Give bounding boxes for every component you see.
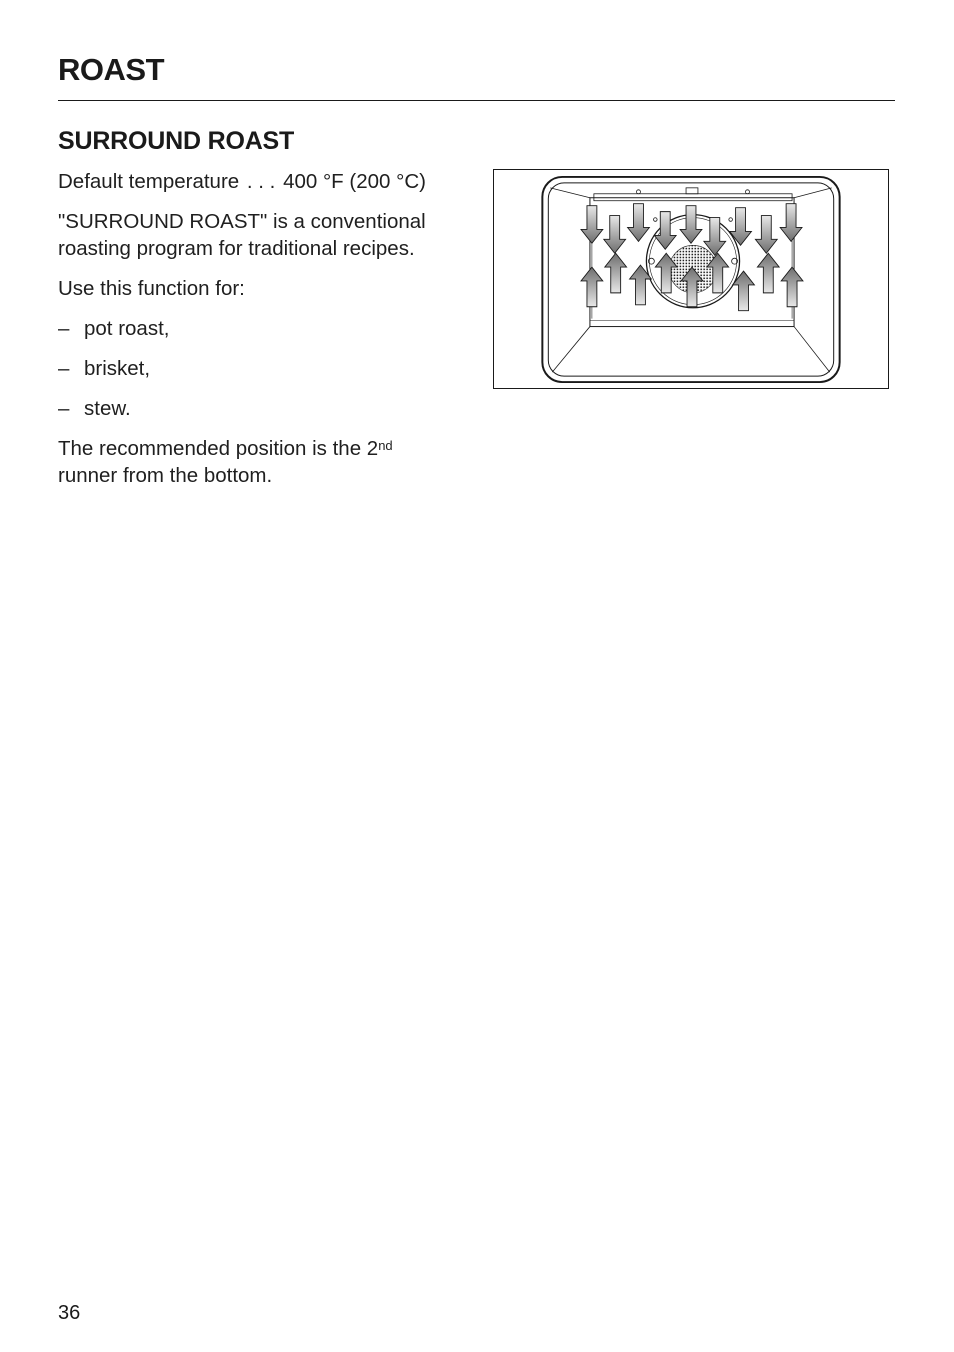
use-intro: Use this function for: bbox=[58, 277, 245, 300]
list-item-text: pot roast, bbox=[84, 317, 170, 340]
position-text-2: runner from the bottom. bbox=[58, 464, 273, 487]
list-dash: – bbox=[58, 357, 70, 380]
spec-value: 400 °F (200 °C) bbox=[283, 170, 426, 193]
default-temperature-line bbox=[58, 168, 478, 195]
page-header bbox=[58, 50, 895, 90]
list-item bbox=[58, 315, 478, 342]
list-dash: – bbox=[58, 317, 70, 340]
header-divider bbox=[58, 100, 895, 101]
program-description: "SURROUND ROAST" is a conventional roasting program for traditional recipes. bbox=[58, 210, 426, 260]
oven-diagram-frame bbox=[493, 169, 889, 389]
use-list bbox=[58, 315, 478, 422]
recommended-position bbox=[58, 435, 478, 489]
spec-dots: . . . bbox=[246, 170, 276, 193]
list-item bbox=[58, 355, 478, 382]
section-title: SURROUND ROAST bbox=[58, 127, 295, 155]
page-number: 36 bbox=[58, 1302, 81, 1324]
position-superscript: nd bbox=[378, 438, 393, 453]
spec-label: Default temperature bbox=[58, 170, 240, 193]
list-item bbox=[58, 395, 478, 422]
section-body bbox=[58, 168, 478, 502]
list-item-text: brisket, bbox=[84, 357, 151, 380]
oven-surround-heat-icon bbox=[494, 170, 888, 388]
position-text: The recommended position is the 2 bbox=[58, 437, 379, 460]
list-dash: – bbox=[58, 397, 70, 420]
list-item-text: stew. bbox=[84, 397, 131, 420]
page-title: ROAST bbox=[58, 52, 164, 87]
